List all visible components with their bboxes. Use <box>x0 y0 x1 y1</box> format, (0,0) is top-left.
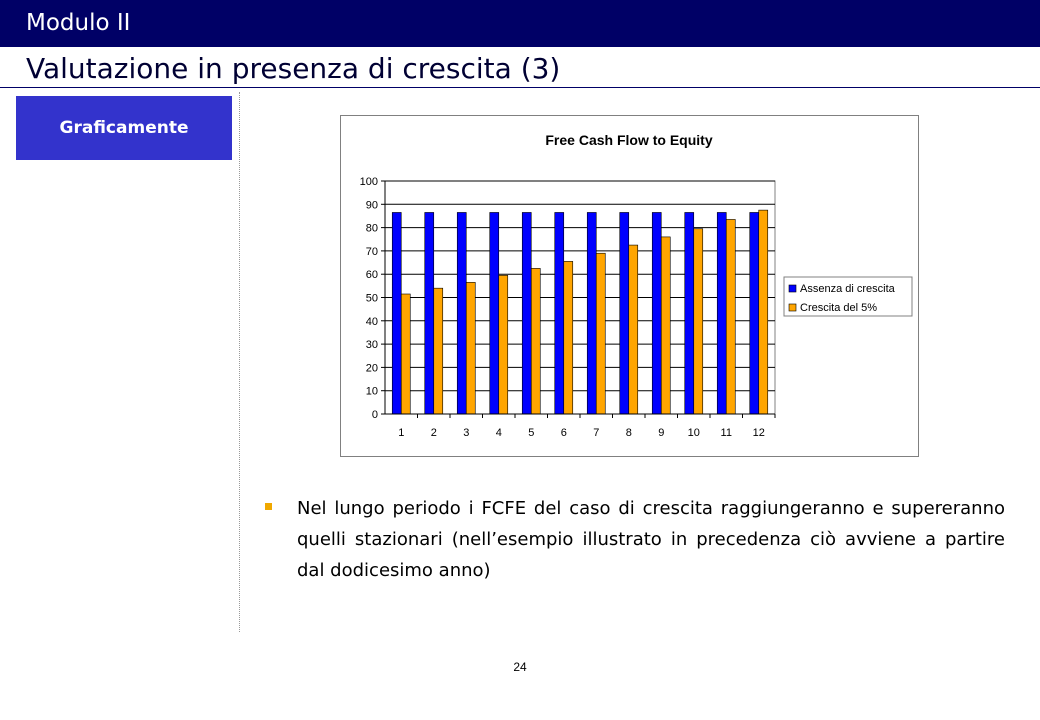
bar-assenza-10 <box>685 212 694 414</box>
bar-assenza-6 <box>555 212 564 414</box>
y-tick-label: 60 <box>365 269 378 282</box>
bar-crescita-7 <box>596 253 605 414</box>
title-divider <box>0 87 1040 88</box>
chart-title: Free Cash Flow to Equity <box>545 132 713 148</box>
bar-assenza-12 <box>750 212 759 414</box>
x-tick-label: 11 <box>720 427 732 439</box>
bullet-marker <box>265 503 272 510</box>
bar-crescita-12 <box>759 210 768 414</box>
bar-assenza-5 <box>522 212 531 414</box>
body-paragraph: Nel lungo periodo i FCFE del caso di crescita raggiungeranno e supereranno quelli stazionari (nell’esempio illustrato in precedenza ciò avviene a partire dal dodicesimo anno) <box>297 498 1005 581</box>
legend-swatch <box>789 285 796 292</box>
bar-assenza-1 <box>392 212 401 414</box>
y-tick-label: 100 <box>359 176 378 188</box>
bar-assenza-8 <box>620 212 629 414</box>
section-label-box <box>16 96 232 160</box>
y-tick-label: 80 <box>365 222 378 235</box>
bar-crescita-11 <box>726 219 735 414</box>
bar-crescita-8 <box>629 245 638 414</box>
chart-frame <box>340 115 919 457</box>
y-tick-label: 30 <box>365 339 378 352</box>
bar-assenza-9 <box>652 212 661 414</box>
bar-assenza-11 <box>717 212 726 414</box>
legend-swatch <box>789 304 796 311</box>
legend-label: Crescita del 5% <box>800 302 878 314</box>
bar-crescita-3 <box>466 282 475 414</box>
bar-crescita-2 <box>434 288 443 414</box>
x-tick-label: 10 <box>687 427 700 439</box>
vertical-divider <box>239 92 240 632</box>
y-tick-label: 90 <box>365 199 378 212</box>
y-tick-label: 20 <box>365 362 378 375</box>
x-tick-label: 3 <box>463 427 470 439</box>
x-tick-label: 5 <box>528 427 535 439</box>
bar-assenza-7 <box>587 212 596 414</box>
x-tick-label: 9 <box>658 427 665 439</box>
bar-crescita-5 <box>531 268 540 414</box>
y-tick-label: 0 <box>371 409 378 421</box>
fcfe-bar-chart <box>341 116 918 456</box>
y-tick-label: 50 <box>365 292 378 305</box>
bar-crescita-4 <box>499 275 508 414</box>
x-tick-label: 6 <box>560 427 567 439</box>
bar-crescita-6 <box>564 261 573 414</box>
x-tick-label: 2 <box>430 427 437 439</box>
bar-crescita-9 <box>661 237 670 414</box>
x-tick-label: 8 <box>625 427 632 439</box>
y-tick-label: 70 <box>365 245 378 258</box>
bar-assenza-2 <box>425 212 434 414</box>
bar-crescita-10 <box>694 229 703 414</box>
x-tick-label: 12 <box>752 427 765 439</box>
x-tick-label: 4 <box>495 427 502 439</box>
page-number: 24 <box>513 660 527 674</box>
y-tick-label: 10 <box>365 385 378 398</box>
bar-assenza-3 <box>457 212 466 414</box>
x-tick-label: 7 <box>593 427 600 439</box>
legend-label: Assenza di crescita <box>800 283 895 295</box>
module-label: Modulo II <box>26 10 131 36</box>
bar-assenza-4 <box>490 212 499 414</box>
bar-crescita-1 <box>401 294 410 414</box>
y-tick-label: 40 <box>365 315 378 328</box>
header-bar <box>0 0 1040 47</box>
section-label: Graficamente <box>59 118 189 138</box>
x-tick-label: 1 <box>398 427 405 439</box>
page-title: Valutazione in presenza di crescita (3) <box>26 52 561 85</box>
